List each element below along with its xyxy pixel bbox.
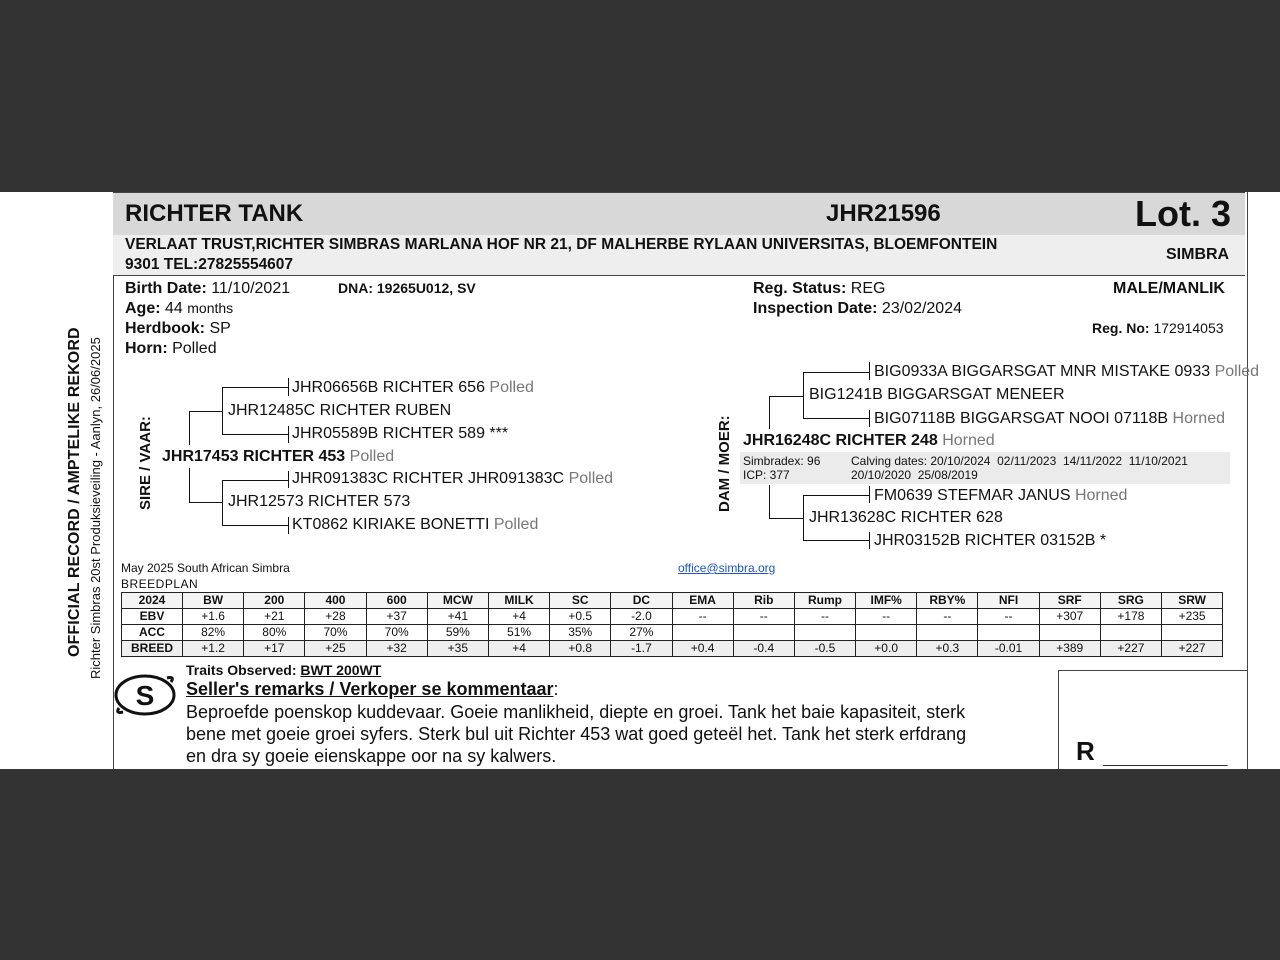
pedigree-line [869, 532, 870, 549]
pedigree-line [189, 411, 222, 412]
pedigree-line [803, 495, 804, 541]
calving-dates-cont: 20/10/2020 25/08/2019 [851, 468, 978, 482]
acc-row: ACC 82% 80% 70% 70% 59% 51% 35% 27% [122, 625, 1223, 641]
official-record-label: OFFICIAL RECORD / AMPTELIKE REKORD [66, 327, 83, 657]
animal-name: RICHTER TANK [125, 200, 304, 227]
simbradex: Simbradex: 96 [743, 454, 821, 468]
traits-observed: Traits Observed: BWT 200WT [186, 662, 382, 678]
inspection-date: Inspection Date: 23/02/2024 [753, 300, 962, 317]
sire-dam-dam: KT0862 KIRIAKE BONETTI Polled [292, 516, 539, 533]
pedigree-line [189, 411, 190, 445]
pedigree-line [288, 517, 289, 534]
horn-status: Horn: Polled [125, 340, 217, 357]
herdbook: Herdbook: SP [125, 320, 231, 337]
pedigree-line [769, 485, 770, 519]
pedigree-line [803, 372, 804, 419]
dam-sire-sire: BIG0933A BIGGARSGAT MNR MISTAKE 0933 Polled [874, 363, 1260, 380]
pedigree-line [222, 480, 223, 526]
pedigree-line [869, 486, 870, 503]
price-blank[interactable]: ________________ [1103, 750, 1228, 766]
remarks-line-1: Beproefde poenskop kuddevaar. Goeie manlikheid, diepte en groei. Tank het baie kapasiteit, sterk [186, 702, 966, 722]
lot-card-page [0, 192, 1280, 769]
price-symbol: R [1076, 736, 1095, 766]
pedigree-line [222, 434, 288, 435]
auction-label: Richter Simbras 20st Produksieveiling - Aanlyn, 26/06/2025 [88, 337, 103, 679]
ebv-source: May 2025 South African Simbra [121, 561, 290, 575]
pedigree-line [769, 518, 803, 519]
pedigree-line [769, 396, 770, 429]
sire-dam-sire: JHR091383C RICHTER JHR091383C Polled [292, 470, 614, 487]
dam: JHR16248C RICHTER 248 Horned [743, 432, 995, 449]
animal-id: JHR21596 [826, 200, 941, 227]
sire-sire-dam: JHR05589B RICHTER 589 *** [292, 425, 509, 442]
sire-sire-sire: JHR06656B RICHTER 656 Polled [292, 379, 534, 396]
reg-status: Reg. Status: REG [753, 280, 886, 297]
pedigree-line [288, 378, 289, 396]
simbra-logo-icon [113, 668, 177, 722]
sire: JHR17453 RICHTER 453 Polled [162, 448, 395, 465]
icp: ICP: 377 [743, 468, 790, 482]
dam-dam: JHR13628C RICHTER 628 [809, 509, 1003, 526]
pedigree-line [189, 468, 190, 502]
dam-dam-sire: FM0639 STEFMAR JANUS Horned [874, 487, 1128, 504]
sire-dam: JHR12573 RICHTER 573 [228, 493, 411, 510]
ebv-header-row: 2024 BW 200 400 600 MCW MILK SC DC EMA Rib Rump IMF% RBY% NFI SRF SRG SRW [122, 593, 1223, 609]
pedigree-line [803, 418, 869, 419]
breed-label: SIMBRA [1166, 246, 1230, 263]
email-link[interactable]: office@simbra.org [678, 561, 776, 575]
dam-sire-dam: BIG07118B BIGGARSGAT NOOI 07118B Horned [874, 410, 1225, 427]
calving-dates: Calving dates: 20/10/2024 02/11/2023 14/11/2022 11/10/2021 [851, 454, 1188, 468]
birth-date: Birth Date: 11/10/2021 [125, 280, 291, 297]
pedigree-line [869, 410, 870, 427]
sire-label: SIRE / VAAR: [137, 416, 154, 510]
pedigree-line [288, 426, 289, 443]
remarks-title: Seller's remarks / Verkoper se kommentaar: [186, 679, 559, 699]
pedigree-line [222, 387, 288, 388]
sire-sire: JHR12485C RICHTER RUBEN [228, 402, 452, 419]
dam-sire: BIG1241B BIGGARSGAT MENEER [809, 386, 1065, 403]
pedigree-line [189, 502, 222, 503]
pedigree-line [803, 372, 869, 373]
pedigree-line [769, 396, 803, 397]
ebv-plan: BREEDPLAN [121, 577, 199, 591]
reg-number: Reg. No: 172914053 [1092, 320, 1224, 336]
lot-number: Lot. 3 [1135, 193, 1231, 234]
pedigree-line [222, 480, 288, 481]
pedigree-line [222, 525, 288, 526]
pedigree-line [288, 471, 289, 488]
breed-avg-row: BREED +1.2 +17 +25 +32 +35 +4 +0.8 -1.7 +0.4 -0.4 -0.5 +0.0 +0.3 -0.01 +389 +227 +227 [122, 641, 1223, 657]
dam-label: DAM / MOER: [716, 415, 733, 512]
sex: MALE/MANLIK [1113, 280, 1225, 297]
remarks-line-3: en dra sy goeie eienskappe oor na sy kalwers. [186, 746, 557, 766]
ebv-row: EBV +1.6 +21 +28 +37 +41 +4 +0.5 -2.0 -- -- -- -- -- -- +307 +178 +235 [122, 609, 1223, 625]
pedigree-line [803, 495, 869, 496]
pedigree-line [222, 387, 223, 435]
pedigree-line [869, 362, 870, 380]
age: Age: 44 months [125, 300, 234, 317]
pedigree-line [803, 540, 869, 541]
owner-line-2: 9301 TEL:27825554607 [125, 256, 294, 273]
dna: DNA: 19265U012, SV [338, 280, 476, 296]
owner-line-1: VERLAAT TRUST,RICHTER SIMBRAS MARLANA HOF NR 21, DF MALHERBE RYLAAN UNIVERSITAS, BLOEMFONTEIN [125, 236, 998, 253]
svg-text:S: S [135, 680, 155, 711]
ebv-table [121, 592, 1223, 657]
remarks-line-2: bene met goeie groei syfers. Sterk bul uit Richter 453 wat goed geteël het. Tank het sterk erfdrang [186, 724, 967, 744]
dam-dam-dam: JHR03152B RICHTER 03152B * [874, 532, 1107, 549]
